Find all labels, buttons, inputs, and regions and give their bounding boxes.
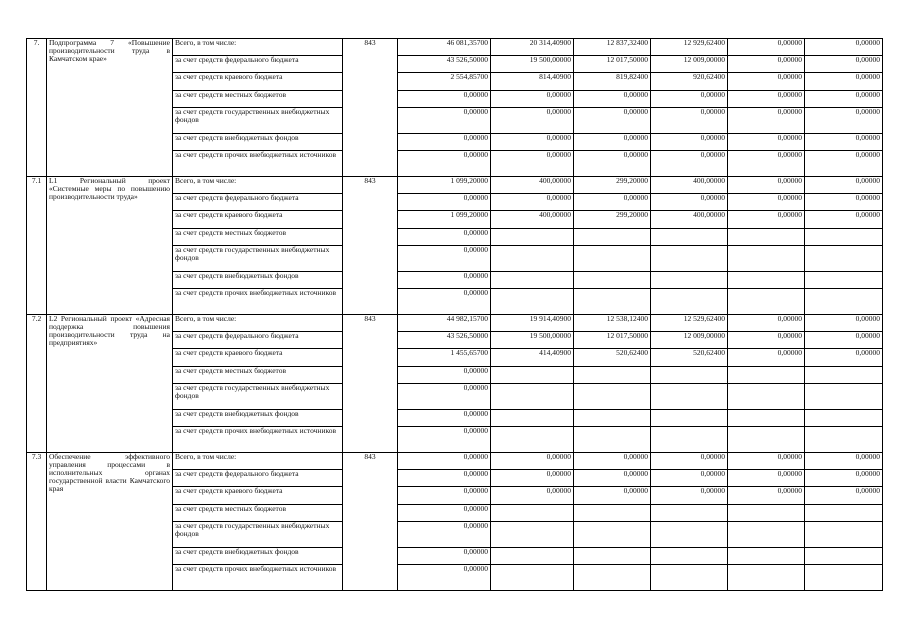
amount-cell: 0,00000 [574,470,651,487]
amount-cell [728,427,805,453]
amount-cell: 0,00000 [728,332,805,349]
amount-cell: 19 500,00000 [491,332,574,349]
amount-cell [728,289,805,315]
amount-cell [728,229,805,246]
amount-cell [805,367,883,384]
section-number: 7.2 [27,315,47,453]
table-row [27,453,883,470]
amount-cell [805,548,883,565]
amount-cell [651,229,728,246]
amount-cell [491,246,574,272]
amount-cell [574,289,651,315]
amount-cell [491,384,574,410]
amount-cell [728,548,805,565]
section-name: L1 Региональный проект «Системные меры по повышению производительности труда» [47,177,173,315]
funding-source-label: за счет средств прочих внебюджетных источников [173,289,343,315]
section-name: Подпрограмма 7 «Повышение производительности труда в Камчатском крае» [47,39,173,177]
amount-cell: 12 009,00000 [651,56,728,73]
amount-cell [728,384,805,410]
amount-cell [805,427,883,453]
amount-cell: 0,00000 [398,91,491,108]
funding-source-label: за счет средств внебюджетных фондов [173,272,343,289]
amount-cell [491,565,574,591]
amount-cell: 0,00000 [728,56,805,73]
amount-cell [574,272,651,289]
amount-cell: 0,00000 [805,349,883,367]
amount-cell [805,410,883,427]
amount-cell: 2 554,85700 [398,73,491,91]
grbs-code: 843 [343,315,398,453]
amount-cell: 0,00000 [805,91,883,108]
amount-cell: 0,00000 [728,453,805,470]
amount-cell: 0,00000 [574,134,651,151]
amount-cell [728,522,805,548]
amount-cell: 0,00000 [728,91,805,108]
grbs-code: 843 [343,177,398,315]
amount-cell: 0,00000 [728,177,805,194]
amount-cell: 414,40900 [491,349,574,367]
amount-cell: 19 914,40900 [491,315,574,332]
amount-cell: 0,00000 [398,565,491,591]
funding-source-label: за счет средств краевого бюджета [173,349,343,367]
funding-source-label: за счет средств внебюджетных фондов [173,410,343,427]
amount-cell: 0,00000 [728,194,805,211]
amount-cell [651,565,728,591]
grbs-code: 843 [343,39,398,177]
amount-cell [651,522,728,548]
amount-cell: 0,00000 [651,134,728,151]
funding-source-label: за счет средств федерального бюджета [173,56,343,73]
amount-cell: 0,00000 [398,194,491,211]
amount-cell: 0,00000 [728,151,805,177]
amount-cell [728,505,805,522]
amount-cell [491,289,574,315]
amount-cell: 0,00000 [728,134,805,151]
amount-cell: 0,00000 [398,246,491,272]
amount-cell: 12 017,50000 [574,332,651,349]
table-body [27,39,883,591]
amount-cell: 0,00000 [491,194,574,211]
amount-cell [491,548,574,565]
amount-cell: 0,00000 [805,453,883,470]
amount-cell: 1 099,20000 [398,211,491,229]
amount-cell: 400,00000 [491,211,574,229]
amount-cell [574,505,651,522]
amount-cell: 0,00000 [805,39,883,56]
amount-cell [574,229,651,246]
amount-cell: 0,00000 [491,134,574,151]
amount-cell: 0,00000 [491,108,574,134]
amount-cell: 46 081,35700 [398,39,491,56]
amount-cell [491,410,574,427]
funding-source-label: за счет средств государственных внебюджетных фондов [173,384,343,410]
funding-source-label: за счет средств местных бюджетов [173,367,343,384]
amount-cell: 0,00000 [398,427,491,453]
amount-cell: 19 500,00000 [491,56,574,73]
amount-cell: 0,00000 [491,470,574,487]
amount-cell: 920,62400 [651,73,728,91]
amount-cell [805,272,883,289]
amount-cell [574,565,651,591]
amount-cell: 0,00000 [398,229,491,246]
amount-cell [491,522,574,548]
amount-cell: 1 099,20000 [398,177,491,194]
amount-cell: 0,00000 [574,453,651,470]
amount-cell [805,229,883,246]
amount-cell: 0,00000 [728,108,805,134]
amount-cell: 20 314,40900 [491,39,574,56]
amount-cell [651,427,728,453]
amount-cell: 0,00000 [398,289,491,315]
funding-source-label: за счет средств местных бюджетов [173,229,343,246]
amount-cell [491,427,574,453]
amount-cell [574,522,651,548]
section-number: 7.1 [27,177,47,315]
amount-cell: 0,00000 [651,108,728,134]
amount-cell: 0,00000 [491,453,574,470]
amount-cell: 0,00000 [398,522,491,548]
funding-source-label: за счет средств федерального бюджета [173,332,343,349]
amount-cell [805,522,883,548]
amount-cell [805,384,883,410]
amount-cell: 0,00000 [651,151,728,177]
amount-cell: 0,00000 [574,487,651,505]
amount-cell [728,246,805,272]
amount-cell: 0,00000 [574,151,651,177]
amount-cell: 0,00000 [398,384,491,410]
amount-cell: 12 837,32400 [574,39,651,56]
amount-cell: 400,00000 [491,177,574,194]
amount-cell: 44 982,15700 [398,315,491,332]
funding-source-label: Всего, в том числе: [173,315,343,332]
amount-cell: 299,20000 [574,211,651,229]
amount-cell: 12 538,12400 [574,315,651,332]
funding-source-label: за счет средств краевого бюджета [173,487,343,505]
amount-cell: 12 017,50000 [574,56,651,73]
amount-cell: 0,00000 [728,211,805,229]
section-name: Обеспечение эффективного управления процессами в исполнительных органах государственной власти Камчатского края [47,453,173,591]
funding-source-label: за счет средств государственных внебюджетных фондов [173,522,343,548]
amount-cell [491,367,574,384]
amount-cell: 0,00000 [805,470,883,487]
amount-cell: 0,00000 [728,315,805,332]
amount-cell [651,410,728,427]
amount-cell: 0,00000 [398,151,491,177]
funding-source-label: за счет средств прочих внебюджетных источников [173,427,343,453]
section-number: 7. [27,39,47,177]
amount-cell: 12 009,00000 [651,332,728,349]
amount-cell: 814,40900 [491,73,574,91]
amount-cell: 0,00000 [398,453,491,470]
amount-cell: 0,00000 [805,211,883,229]
amount-cell [728,367,805,384]
amount-cell [651,548,728,565]
amount-cell [574,548,651,565]
amount-cell: 0,00000 [805,177,883,194]
budget-table [26,38,883,591]
funding-source-label: за счет средств государственных внебюджетных фондов [173,108,343,134]
amount-cell: 0,00000 [805,56,883,73]
amount-cell: 0,00000 [651,91,728,108]
amount-cell [651,246,728,272]
amount-cell: 0,00000 [728,470,805,487]
amount-cell: 0,00000 [651,487,728,505]
funding-source-label: за счет средств прочих внебюджетных источников [173,565,343,591]
amount-cell: 0,00000 [574,108,651,134]
amount-cell: 12 929,62400 [651,39,728,56]
amount-cell: 0,00000 [398,108,491,134]
funding-source-label: за счет средств федерального бюджета [173,470,343,487]
funding-source-label: за счет средств прочих внебюджетных источников [173,151,343,177]
amount-cell: 0,00000 [728,73,805,91]
table-row [27,39,883,56]
amount-cell: 12 529,62400 [651,315,728,332]
amount-cell: 0,00000 [728,487,805,505]
funding-source-label: за счет средств местных бюджетов [173,91,343,108]
funding-source-label: Всего, в том числе: [173,177,343,194]
section-number: 7.3 [27,453,47,591]
amount-cell: 0,00000 [805,134,883,151]
table-row [27,315,883,332]
amount-cell: 0,00000 [805,332,883,349]
amount-cell [805,505,883,522]
amount-cell: 43 526,50000 [398,332,491,349]
section-name: L2 Региональный проект «Адресная поддержка повышения производительности труда на предприятиях» [47,315,173,453]
funding-source-label: за счет средств внебюджетных фондов [173,134,343,151]
amount-cell: 0,00000 [398,272,491,289]
amount-cell [651,384,728,410]
amount-cell: 0,00000 [491,151,574,177]
amount-cell [491,505,574,522]
amount-cell [728,410,805,427]
amount-cell [574,384,651,410]
amount-cell: 400,00000 [651,177,728,194]
amount-cell [651,367,728,384]
funding-source-label: за счет средств местных бюджетов [173,505,343,522]
amount-cell [805,246,883,272]
amount-cell: 0,00000 [728,349,805,367]
funding-source-label: за счет средств внебюджетных фондов [173,548,343,565]
amount-cell [805,565,883,591]
amount-cell [574,410,651,427]
table-row [27,177,883,194]
amount-cell: 0,00000 [574,194,651,211]
amount-cell: 0,00000 [805,151,883,177]
amount-cell: 520,62400 [651,349,728,367]
amount-cell: 400,00000 [651,211,728,229]
amount-cell: 0,00000 [398,470,491,487]
amount-cell [728,272,805,289]
amount-cell [574,367,651,384]
amount-cell [574,246,651,272]
amount-cell [491,229,574,246]
funding-source-label: за счет средств краевого бюджета [173,73,343,91]
amount-cell: 0,00000 [805,73,883,91]
amount-cell: 0,00000 [651,453,728,470]
amount-cell: 0,00000 [398,367,491,384]
amount-cell: 0,00000 [398,548,491,565]
funding-source-label: Всего, в том числе: [173,453,343,470]
amount-cell: 819,82400 [574,73,651,91]
amount-cell: 0,00000 [651,470,728,487]
amount-cell: 0,00000 [491,91,574,108]
amount-cell [805,289,883,315]
amount-cell: 43 526,50000 [398,56,491,73]
amount-cell [651,505,728,522]
amount-cell: 520,62400 [574,349,651,367]
funding-source-label: за счет средств краевого бюджета [173,211,343,229]
amount-cell: 0,00000 [728,39,805,56]
amount-cell: 0,00000 [651,194,728,211]
amount-cell: 299,20000 [574,177,651,194]
amount-cell: 0,00000 [398,134,491,151]
amount-cell: 0,00000 [805,315,883,332]
amount-cell: 0,00000 [491,487,574,505]
amount-cell: 0,00000 [574,91,651,108]
amount-cell: 0,00000 [398,410,491,427]
funding-source-label: за счет средств государственных внебюджетных фондов [173,246,343,272]
amount-cell: 0,00000 [805,194,883,211]
amount-cell: 0,00000 [398,487,491,505]
amount-cell: 0,00000 [805,487,883,505]
amount-cell [728,565,805,591]
amount-cell [491,272,574,289]
funding-source-label: Всего, в том числе: [173,39,343,56]
amount-cell: 0,00000 [805,108,883,134]
amount-cell [574,427,651,453]
amount-cell [651,272,728,289]
funding-source-label: за счет средств федерального бюджета [173,194,343,211]
amount-cell: 0,00000 [398,505,491,522]
amount-cell [651,289,728,315]
grbs-code: 843 [343,453,398,591]
amount-cell: 1 455,65700 [398,349,491,367]
